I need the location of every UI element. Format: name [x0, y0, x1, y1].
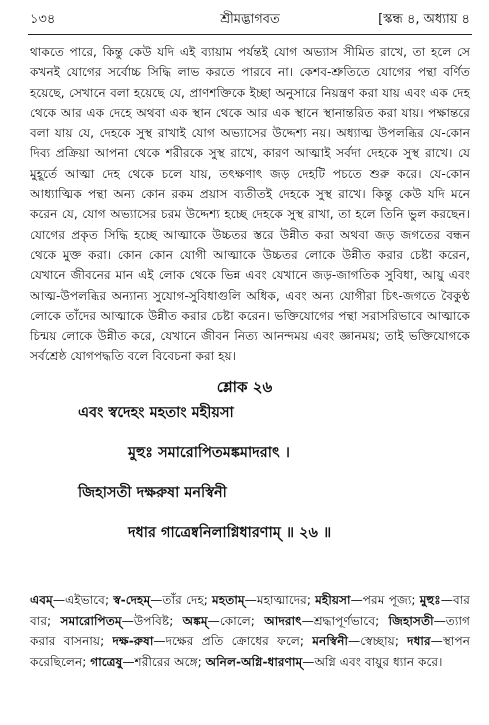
- synonym-meaning: শরীরের অঙ্গে: [134, 654, 198, 669]
- purport-paragraph: থাকতে পারে, কিন্তু কেউ যদি এই ব্যায়াম পর্যন্তই যোগ অভ্যাস সীমিত রাখে, তা হলে সে কখনই যোগের সর্বোচ্চ সিদ্ধি লাভ করতে পারবে না। কেশব-শ্রুতিতে যোগের পন্থা বর্ণিত হয়েছে, সেখানে বলা হয়েছে যে, প্রাণশক্তিকে ইচ্ছা অনুসারে নিয়ন্ত্রণ করা যায় এবং এক দেহ থেকে আর এক দেহে অথবা এক স্থান থেকে আর এক স্থানে স্থানান্তরিত করা যায়। পক্ষান্তরে বলা যায় যে, দেহকে সুস্থ রাখাই যোগ অভ্যাসের উদ্দেশ্য নয়। অধ্যাত্ম উপলব্ধির যে-কোন দিব্য প্রক্রিয়া আপনা থেকে শরীরকে সুস্থ রাখে, কারণ আত্মাই সর্বদা দেহকে সুস্থ রাখে। যে মুহূর্তে আত্মা দেহ থেকে চলে যায়, তৎক্ষণাৎ জড় দেহটি পচতে শুরু করে। যে-কোন আধ্যাত্মিক পন্থা অন্য কোন রকম প্রয়াস ব্যতীতই দেহকে সুস্থ রাখে। কিন্তু কেউ যদি মনে করেন যে, যোগ অভ্যাসের চরম উদ্দেশ্য হচ্ছে দেহকে সুস্থ রাখা, তা হলে তিনি ভুল করছেন। যোগের প্রকৃত সিদ্ধি হচ্ছে আত্মাকে উচ্চতর স্তরে উন্নীত করা অথবা জড় জগতের বন্ধন থেকে মুক্ত করা। কোন কোন যোগী আত্মাকে উচ্চতর লোকে উন্নীত করার চেষ্টা করেন, যেখানে জীবনের মান এই লোক থেকে ভিন্ন এবং যেখানে জড়-জাগতিক সুবিধা, আয়ু এবং আত্ম-উপলব্ধির অন্যান্য সুযোগ-সুবিধাগুলি অধিক, এবং অন্য যোগীরা চিৎ-জগতে বৈকুণ্ঠ লোকে তাঁদের আত্মাকে উন্নীত করার চেষ্টা করেন। ভক্তিযোগের পন্থা সরাসরিভাবে আত্মাকে চিন্ময় লোকে উন্নীত করে, যেখানে জীবন নিত্য আনন্দময় এবং জ্ঞানময়; তাই ভক্তিযোগকে সর্বশ্রেষ্ঠ যোগপদ্ধতি বলে বিবেচনা করা হয়।: [30, 45, 470, 364]
- verse-title: শ্লোক ২৬: [216, 378, 273, 396]
- verse-line-4: দধার গাত্রেষ্বনিলাগ্নিধারণাম্ ॥ ২৬ ॥: [128, 525, 332, 541]
- synonyms-section: [30, 590, 470, 672]
- synonym-term: অনিল-অগ্নি-ধারণাম্: [205, 654, 303, 669]
- synonym-term: দধার: [407, 634, 431, 648]
- synonym-term: মনস্বিনী: [312, 634, 348, 648]
- verse-line-2: মুহুঃ সমারোপিতমঙ্কমাদরাৎ ।: [128, 445, 290, 461]
- synonym-term: সমারোপিতম্: [60, 613, 122, 628]
- synonym-meaning: স্বেচ্ছায়: [360, 634, 395, 648]
- synonym-term: মুহুঃ: [419, 593, 441, 607]
- synonym-meaning: দক্ষের প্রতি ক্রোধের ফলে: [165, 634, 300, 648]
- book-title: শ্রীমদ্ভাগবত: [220, 12, 280, 27]
- verse-line-3: জিহাসতী দক্ষরুষা মনস্বিনী: [78, 485, 227, 501]
- synonym-meaning: শ্রদ্ধাপূর্ণভাবে: [313, 613, 376, 628]
- page-header: [30, 10, 470, 32]
- synonym-term: মহীয়সা: [315, 593, 351, 607]
- synonym-term: গাত্রেষু: [90, 654, 123, 669]
- synonym-meaning: উপবিষ্ট: [133, 613, 170, 628]
- synonym-term: স্ব-দেহম্: [113, 593, 151, 607]
- synonym-meaning: এইভাবে: [65, 593, 105, 607]
- section-indicator: [স্কন্ধ ৪, অধ্যায় ৪: [378, 12, 470, 27]
- page-number: ১৩৪: [30, 12, 56, 27]
- synonyms-paragraph: এবম্—এইভাবে; স্ব-দেহম্—তাঁর দেহ; মহতাম্—মহাত্মাদের; মহীয়সা—পরম পূজ্য; মুহুঃ—বার বার; সমারোপিতম্—উপবিষ্ট; অঙ্কম্—কোলে; আদরাৎ—শ্রদ্ধাপূর্ণভাবে; জিহাসতী—ত্যাগ করার বাসনায়; দক্ষ-রুষা—দক্ষের প্রতি ক্রোধের ফলে; মনস্বিনী—স্বেচ্ছায়; দধার—স্থাপন করেছিলেন; গাত্রেষু—শরীরের অঙ্গে; অনিল-অগ্নি-ধারণাম্—অগ্নি এবং বায়ুর ধ্যান করে।: [30, 593, 470, 669]
- header-rule: [28, 34, 472, 35]
- synonym-meaning: স্থাপন করেছিলেন: [30, 634, 470, 669]
- synonym-meaning: তাঁর দেহ: [162, 593, 204, 607]
- synonym-term: জিহাসতী: [388, 613, 434, 628]
- synonym-meaning: ত্যাগ করার বাসনায়: [30, 613, 470, 648]
- synonym-meaning: বার বার: [30, 593, 470, 628]
- synonym-term: মহতাম্: [212, 593, 245, 607]
- synonym-meaning: কোলে: [219, 613, 251, 628]
- synonym-meaning: পরম পূজ্য: [362, 593, 412, 607]
- synonym-term: আদরাৎ: [264, 613, 302, 628]
- synonym-meaning: মহাত্মাদের: [256, 593, 307, 607]
- synonym-meaning: অগ্নি এবং বায়ুর ধ্যান করে।: [314, 654, 443, 669]
- synonym-term: দক্ষ-রুষা: [112, 634, 154, 648]
- synonym-term: অঙ্কম্: [182, 613, 208, 628]
- verse-line-1: এবং স্বদেহং মহতাং মহীয়সা: [78, 405, 234, 421]
- purport-text: [30, 42, 470, 367]
- synonym-term: এবম্: [30, 593, 53, 607]
